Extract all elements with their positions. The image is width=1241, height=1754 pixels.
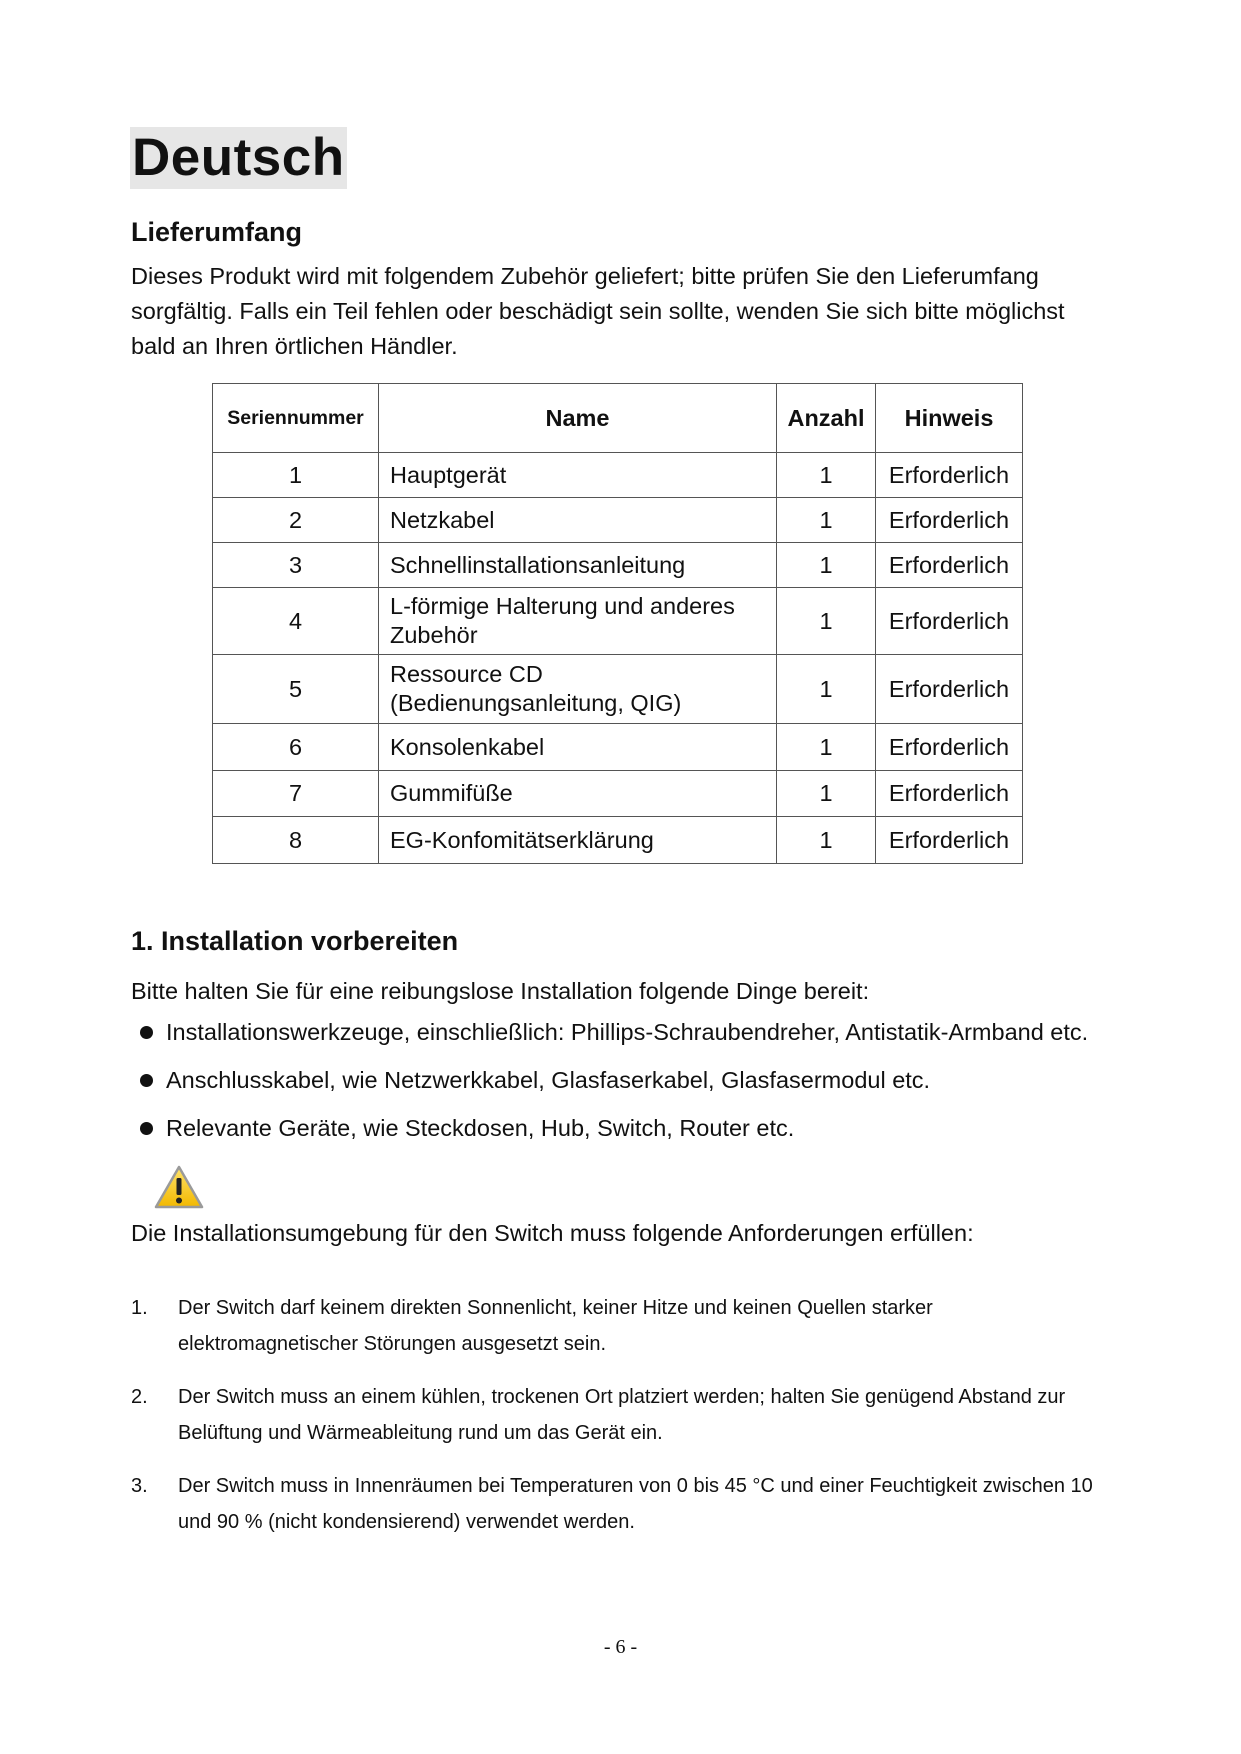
table-row: [213, 655, 1023, 724]
cell-name: Konsolenkabel: [379, 724, 777, 771]
warning-triangle-icon: [154, 1165, 204, 1209]
delivery-table: [212, 383, 1023, 864]
list-item: [131, 1468, 1108, 1540]
cell-name: Gummifüße: [379, 771, 777, 817]
cell-note: Erforderlich: [876, 588, 1023, 655]
list-number: 1.: [131, 1297, 148, 1319]
table-row: [213, 543, 1023, 588]
cell-note: Erforderlich: [876, 498, 1023, 543]
cell-serial: 1: [213, 453, 379, 498]
cell-name: Netzkabel: [379, 498, 777, 543]
cell-serial: 6: [213, 724, 379, 771]
table-row: [213, 453, 1023, 498]
table-row: [213, 817, 1023, 864]
list-item: [131, 1290, 1108, 1362]
page-title: Deutsch: [132, 128, 345, 187]
cell-name: Schnellinstallationsanleitung: [379, 543, 777, 588]
list-item-text: Relevante Geräte, wie Steckdosen, Hub, Switch, Router etc.: [166, 1115, 795, 1141]
cell-serial: 3: [213, 543, 379, 588]
table-row: [213, 588, 1023, 655]
header-serial: Seriennummer: [213, 384, 379, 453]
table-row: [213, 724, 1023, 771]
cell-qty: 1: [777, 724, 876, 771]
cell-name: L-förmige Halterung und anderes Zubehör: [379, 588, 777, 655]
requirements-list: [131, 1290, 1108, 1540]
cell-qty: 1: [777, 655, 876, 724]
delivery-intro: Dieses Produkt wird mit folgendem Zubehör geliefert; bitte prüfen Sie den Lieferumfang sorgfältig. Falls ein Teil fehlen oder beschädigt sein sollte, wenden Sie sich bitte möglichst bald an Ihren örtlichen Händler.: [131, 263, 1065, 359]
header-name: Name: [379, 384, 777, 453]
installation-intro: Bitte halten Sie für eine reibungslose Installation folgende Dinge bereit:: [131, 978, 870, 1004]
cell-name: EG-Konfomitätserklärung: [379, 817, 777, 864]
list-item-text: Der Switch muss in Innenräumen bei Temperaturen von 0 bis 45 °C und einer Feuchtigkeit zwischen 10 und 90 % (nicht kondensierend) verwendet werden.: [178, 1475, 1093, 1533]
page-number: - 6 -: [603, 1636, 638, 1658]
cell-name: Hauptgerät: [379, 453, 777, 498]
cell-qty: 1: [777, 453, 876, 498]
bullet-icon: [140, 1026, 153, 1039]
cell-serial: 8: [213, 817, 379, 864]
cell-qty: 1: [777, 771, 876, 817]
list-number: 2.: [131, 1386, 148, 1408]
cell-qty: 1: [777, 498, 876, 543]
cell-note: Erforderlich: [876, 817, 1023, 864]
tools-list: [137, 1018, 1088, 1162]
list-item: [137, 1114, 1088, 1162]
table-row: [213, 771, 1023, 817]
cell-note: Erforderlich: [876, 453, 1023, 498]
cell-note: Erforderlich: [876, 655, 1023, 724]
cell-name: Ressource CD (Bedienungsanleitung, QIG): [379, 655, 777, 724]
table-header-row: [213, 384, 1023, 453]
cell-serial: 7: [213, 771, 379, 817]
delivery-heading: Lieferumfang: [131, 217, 303, 247]
installation-heading: 1. Installation vorbereiten: [131, 926, 459, 956]
cell-qty: 1: [777, 588, 876, 655]
header-note: Hinweis: [876, 384, 1023, 453]
list-item: [131, 1379, 1108, 1451]
cell-qty: 1: [777, 543, 876, 588]
cell-serial: 5: [213, 655, 379, 724]
cell-qty: 1: [777, 817, 876, 864]
list-item-text: Der Switch muss an einem kühlen, trockenen Ort platziert werden; halten Sie genügend Abstand zur Belüftung und Wärmeableitung rund um das Gerät ein.: [178, 1386, 1066, 1444]
list-item: [137, 1066, 1088, 1114]
header-qty: Anzahl: [777, 384, 876, 453]
table-row: [213, 498, 1023, 543]
list-item-text: Der Switch darf keinem direkten Sonnenlicht, keiner Hitze und keinen Quellen starker elektromagnetischer Störungen ausgesetzt sein.: [178, 1297, 933, 1355]
cell-note: Erforderlich: [876, 543, 1023, 588]
list-number: 3.: [131, 1475, 148, 1497]
cell-serial: 4: [213, 588, 379, 655]
bullet-icon: [140, 1074, 153, 1087]
cell-note: Erforderlich: [876, 724, 1023, 771]
requirements-intro: Die Installationsumgebung für den Switch muss folgende Anforderungen erfüllen:: [131, 1220, 974, 1246]
list-item-text: Installationswerkzeuge, einschließlich: Phillips-Schraubendreher, Antistatik-Armband etc.: [166, 1019, 1089, 1045]
list-item-text: Anschlusskabel, wie Netzwerkkabel, Glasfaserkabel, Glasfasermodul etc.: [166, 1067, 931, 1093]
bullet-icon: [140, 1122, 153, 1135]
list-item: [137, 1018, 1088, 1066]
cell-note: Erforderlich: [876, 771, 1023, 817]
cell-serial: 2: [213, 498, 379, 543]
